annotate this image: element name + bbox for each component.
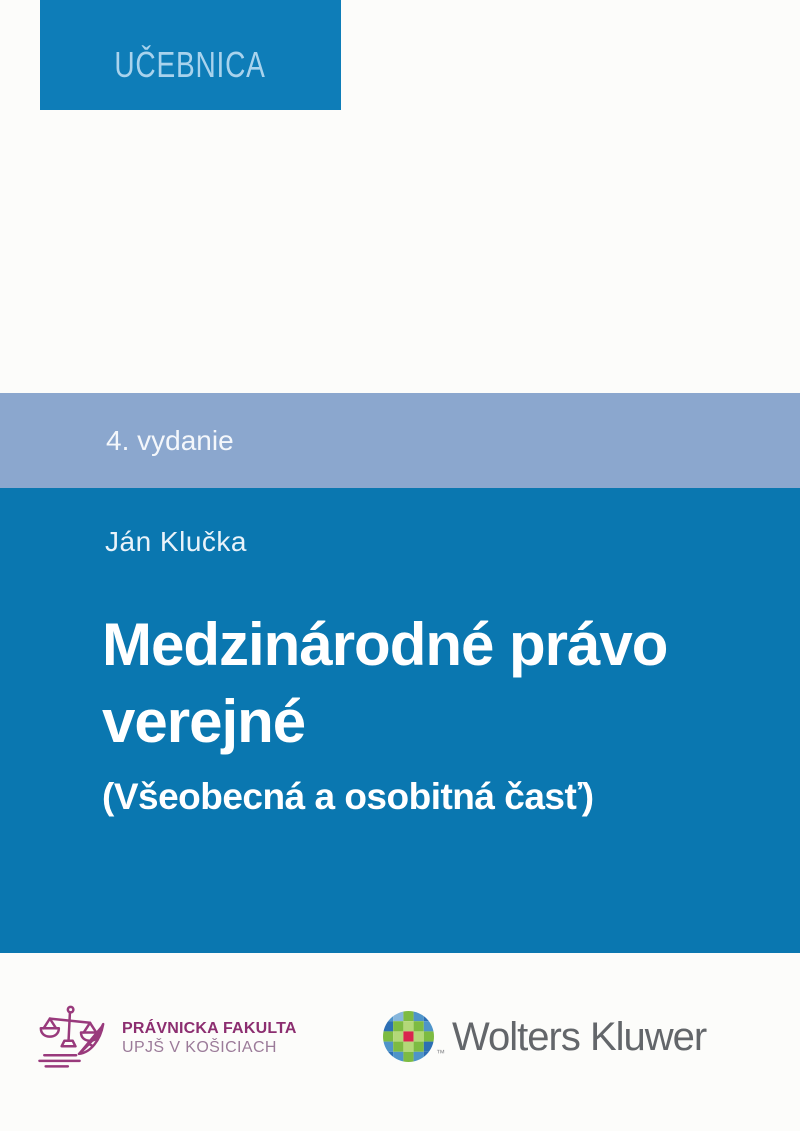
wolters-kluwer-globe-icon (383, 1011, 434, 1062)
author-name: Ján Klučka (105, 526, 247, 557)
series-badge (40, 0, 341, 110)
publisher-name: Wolters Kluwer (452, 1015, 707, 1059)
edition-label: 4. vydanie (106, 424, 234, 456)
book-subtitle: (Všeobecná a osobitná časť) (102, 776, 594, 817)
edition-band (0, 393, 800, 488)
faculty-wordmark (122, 1020, 297, 1057)
trademark-symbol: ™ (436, 1048, 445, 1058)
series-badge-label: UČEBNICA (114, 44, 267, 85)
book-title-line1: Medzinárodné právo (102, 611, 668, 678)
book-title (102, 606, 667, 760)
faculty-university: UPJŠ V KOŠICIACH (122, 1039, 277, 1056)
scales-and-quill-icon (36, 999, 108, 1077)
faculty-name: PRÁVNICKA FAKULTA (122, 1020, 297, 1037)
book-title-line2: verejné (102, 688, 306, 755)
